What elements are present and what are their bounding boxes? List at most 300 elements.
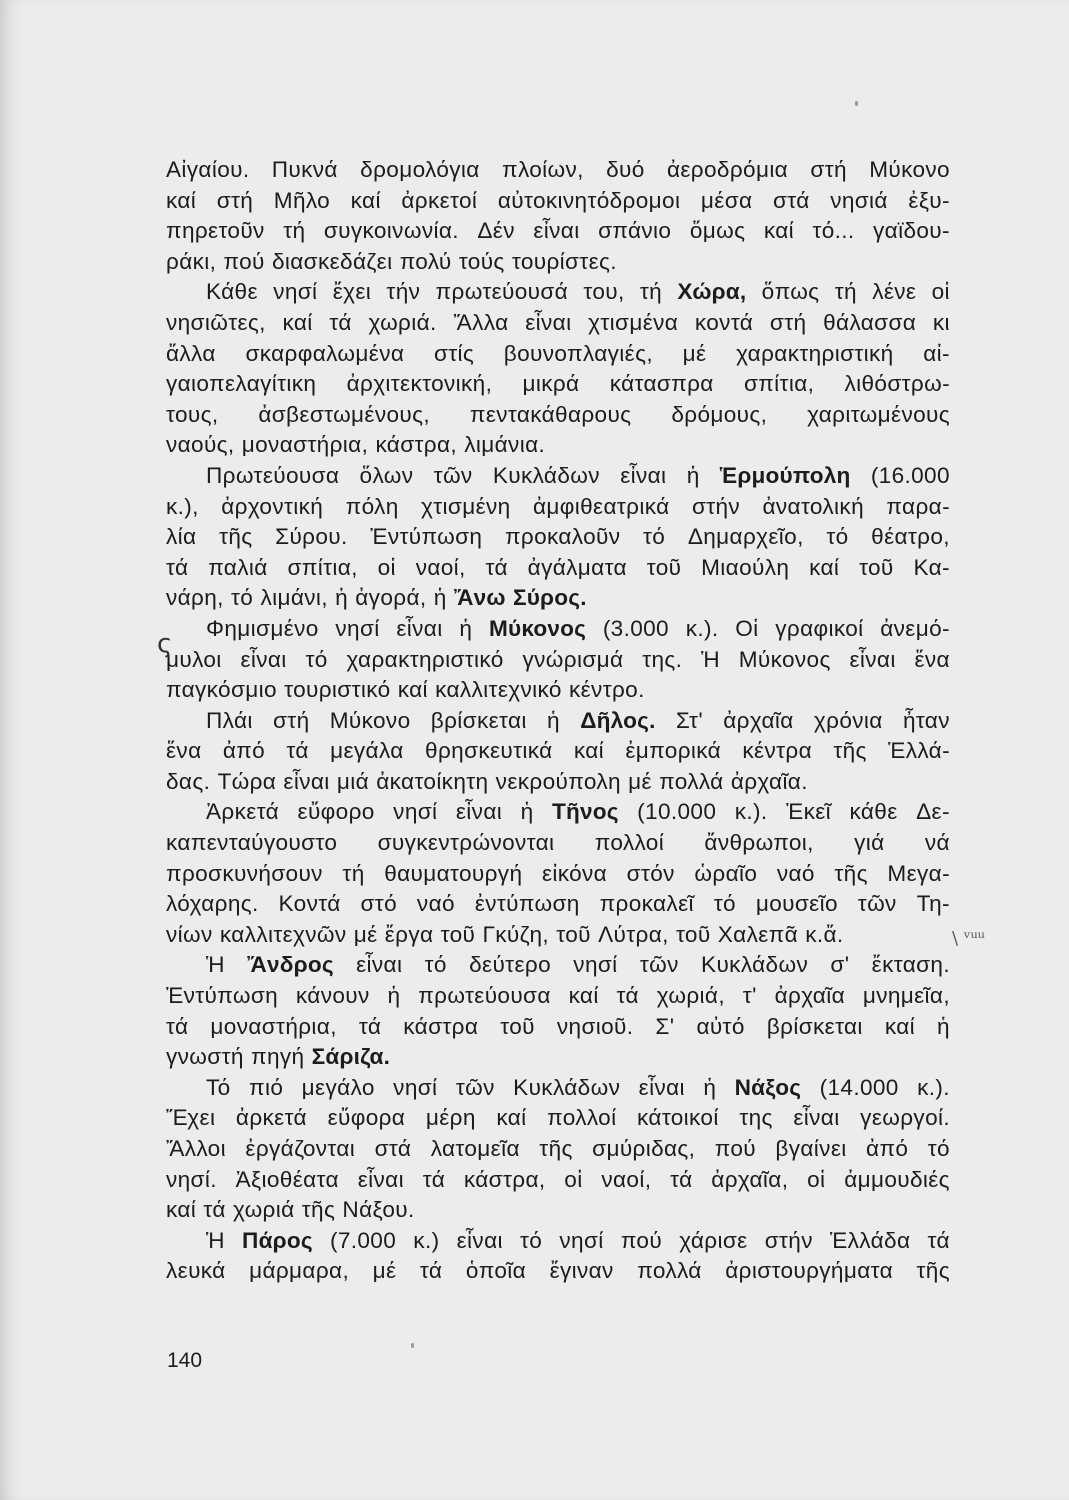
word: ἀσβεστωμένους, [258, 401, 430, 427]
word: γιά [854, 830, 885, 856]
word: τουριστικό [284, 677, 391, 703]
word: εἶναι [793, 1105, 840, 1131]
word: (14.000 [819, 1074, 899, 1100]
word: στήν [764, 1227, 813, 1253]
word: μεγάλο [301, 1074, 375, 1100]
word: τά [485, 554, 508, 580]
word: καπενταύγουστο [166, 830, 338, 856]
word: μοναστήρια, [241, 432, 369, 458]
word: καλλιτεχνῶν [219, 921, 347, 947]
word: (7.000 [329, 1227, 397, 1253]
text-line [166, 186, 950, 217]
word: τούς [458, 248, 505, 274]
word: Αἰγαίου. [166, 157, 250, 182]
word: εἶναι [849, 646, 896, 672]
word: νησί [273, 279, 318, 305]
word: πεντακάθαρους [469, 401, 632, 427]
word: Νάξου. [342, 1197, 415, 1223]
word: πλοίων, [502, 157, 584, 182]
word: ἐξυ- [908, 187, 950, 213]
word: δρόμους, [671, 401, 768, 427]
word: χαρακτηριστική [736, 340, 894, 366]
word: τήν [386, 279, 421, 305]
text-line [166, 1195, 950, 1226]
word: πόλη [345, 493, 399, 519]
text-line [166, 706, 950, 737]
word: πηγή [251, 1044, 305, 1070]
word: κι [932, 309, 950, 335]
word: οἱ [564, 1166, 583, 1192]
word: ὅπως [761, 279, 820, 305]
word: κ.). [917, 1074, 950, 1100]
word: σπάνιο [598, 218, 672, 244]
word: τά [670, 1166, 693, 1192]
word: τοῦ [675, 921, 711, 947]
word: ὁποῖα [465, 1258, 527, 1284]
word: Μῆλο [273, 187, 331, 213]
word: μάρμαρα, [249, 1258, 350, 1284]
word: τό [305, 646, 328, 672]
bold-word: Μύκονος [488, 615, 587, 641]
text-line [166, 614, 950, 645]
word: χαρακτηριστικό [346, 646, 504, 672]
word: Ἐκεῖ [785, 799, 832, 825]
word: (3.000 [602, 615, 669, 641]
word: ἡ [703, 1074, 717, 1100]
word: διασκεδάζει [271, 248, 393, 274]
word: εἶναι [456, 1227, 503, 1253]
word: ὅλων [359, 462, 414, 488]
bold-word: Δῆλος. [580, 707, 656, 733]
word: στά [772, 187, 810, 213]
word: κάθε [849, 799, 898, 825]
word: ὡραῖο [694, 860, 758, 886]
word: τή [342, 860, 365, 886]
word: Γκύζη, [482, 921, 550, 947]
word: τή [834, 279, 857, 305]
word: πού [223, 248, 265, 274]
word: ἔκταση. [871, 952, 950, 978]
word: τό... [812, 218, 855, 244]
word: τό [424, 952, 447, 978]
word: κέντρο. [568, 677, 645, 703]
text-line [166, 859, 950, 890]
word: στήν [691, 493, 741, 519]
word: σκαρφαλωμένα [245, 340, 405, 366]
word: μοναστήρια, [210, 1013, 337, 1039]
word: κ.) [413, 1227, 440, 1253]
text-line [166, 981, 950, 1012]
word: Στ' [675, 707, 703, 733]
word: Τό [206, 1074, 231, 1100]
word: παρα- [886, 493, 950, 519]
word: Κυκλάδων [513, 1074, 621, 1100]
word: τά [422, 1166, 446, 1192]
word: πιό [249, 1074, 284, 1100]
word: εἶναι [525, 309, 572, 335]
word: Χαλεπᾶ [717, 921, 799, 947]
word: στό [360, 891, 398, 917]
word: σμύριδας, [592, 1136, 696, 1161]
word: Μιαούλη [701, 554, 790, 580]
word: κ.). [685, 615, 719, 641]
word: Φημισμένο [206, 615, 319, 641]
word: τῆς [219, 524, 253, 550]
word: πρωτεύουσά [435, 279, 569, 305]
word: κάνουν [295, 983, 370, 1009]
word: μιά [336, 768, 370, 794]
word: καλλιτεχνικό [435, 677, 562, 703]
word: στά [374, 1136, 412, 1161]
word: τοῦ [859, 554, 894, 580]
word: εἶναι [240, 646, 287, 672]
word: καί [397, 677, 428, 703]
word: Κυκλάδων [701, 952, 809, 978]
word: ἡ [937, 1013, 950, 1039]
word: ἀγορά, [355, 585, 427, 611]
word: τοῦ [646, 554, 682, 580]
text-line [166, 767, 950, 798]
word: τῶν [433, 462, 473, 488]
word: Οἱ [735, 615, 759, 641]
word: λόχαρης. [166, 891, 259, 917]
bold-word: Τῆνος [551, 799, 619, 825]
word: ἀπό [866, 1136, 909, 1161]
word: (10.000 [637, 799, 717, 825]
word: πού [714, 1136, 756, 1161]
word: της. [642, 646, 683, 672]
word: ἐργάζονται [245, 1136, 356, 1161]
word: λένε [872, 279, 917, 305]
text-line [166, 736, 950, 767]
word: οἱ [931, 279, 950, 305]
word: Κυκλάδων [492, 462, 600, 488]
bold-word: Νάξος [734, 1074, 802, 1100]
word: καί [166, 1197, 197, 1223]
word: Ἀρκετά [206, 799, 280, 825]
word: κάστρα, [463, 1166, 546, 1192]
word: ἀπό [222, 738, 266, 764]
bold-word: Ἄνω [453, 585, 506, 611]
text-line [166, 797, 950, 828]
text-line [166, 308, 950, 339]
word: τά [203, 1197, 226, 1223]
word: παλιά [208, 554, 268, 580]
word: μεγάλα [330, 738, 404, 764]
page-number: 140 [167, 1349, 203, 1372]
word: μουσεῖο [755, 891, 838, 917]
word: Κα- [913, 554, 950, 580]
word: προσκυνήσουν [166, 860, 323, 886]
word: εἶναι [283, 768, 330, 794]
text-line [166, 889, 950, 920]
word: ἀνατολική [762, 493, 864, 519]
word: νησιοῦ. [556, 1013, 634, 1039]
word: ἀρχαῖα [774, 983, 845, 1009]
word: Μύκονο [329, 707, 411, 733]
word: πολλοί [547, 1105, 617, 1131]
text-line [166, 920, 950, 951]
text-line [166, 400, 950, 431]
word: τά [166, 554, 189, 580]
word: ἀρχιτεκτονική, [346, 371, 493, 397]
word: στή [769, 309, 807, 335]
word: σπίτια, [743, 371, 815, 397]
text-line [166, 339, 950, 370]
word: Ἑλλά- [888, 738, 950, 764]
word: ἀμμουδιές [844, 1166, 950, 1192]
word: στόν [626, 860, 675, 886]
word: νησί. [166, 1166, 217, 1192]
word: τά [329, 309, 352, 335]
word: Κοντά [278, 891, 341, 917]
word: μέσα [700, 187, 753, 213]
word: νεκρούπολη [495, 768, 621, 794]
word: νησί [335, 615, 380, 641]
margin-handwritten-mark: ς [157, 629, 173, 659]
word: τή [283, 218, 306, 244]
word: ἄλλα [166, 340, 216, 366]
word: Ἡ [206, 1227, 225, 1253]
text-line [166, 522, 950, 553]
text-line [166, 828, 950, 859]
word: γραφικοί [775, 615, 864, 641]
word: καί [568, 983, 599, 1009]
word: τοῦ [500, 1013, 535, 1039]
word: τό [231, 585, 254, 611]
word: ἡ [686, 462, 700, 488]
text-line [166, 1226, 950, 1257]
word: ναό [416, 891, 455, 917]
word: νησί [559, 1227, 604, 1253]
word: ἔχει [332, 279, 372, 305]
word: λευκά [166, 1258, 226, 1284]
word: ἀρχαῖα. [730, 768, 808, 794]
word: στή [273, 707, 310, 733]
word: μνημεῖα, [862, 983, 950, 1009]
word: ἀμφιθεατρικά [532, 493, 670, 519]
word: τοῦ [556, 921, 591, 947]
word: αἰ- [923, 340, 950, 366]
word: συγκεντρώνονται [377, 830, 555, 856]
word: προκαλοῦν [504, 524, 621, 550]
word: θέατρο, [871, 524, 950, 550]
text-line [166, 216, 950, 247]
word: πολύ [399, 248, 452, 274]
text-line [166, 369, 950, 400]
word: ἡ [459, 615, 473, 641]
word: πηρετοῦν [166, 218, 265, 244]
speck [411, 1343, 414, 1348]
word: εἶναι [638, 1074, 685, 1100]
text-line [166, 247, 950, 278]
margin-scribble: \ ᵛᵘᵘ [952, 928, 985, 949]
word: Ἐντύπωση [370, 524, 483, 550]
word: δρομολόγια [360, 157, 480, 182]
word: ἀρχοντική [221, 493, 324, 519]
word: ἡ [547, 707, 560, 733]
word: πολλά [659, 768, 724, 794]
word: Δε- [916, 799, 950, 825]
bold-word: Πάρος [242, 1227, 313, 1253]
word: Λύτρα, [598, 921, 669, 947]
word: πού [620, 1227, 663, 1253]
word: δυό [606, 157, 645, 182]
text-line [166, 1012, 950, 1043]
word: Ἑλλάδα [830, 1227, 911, 1253]
text-line [166, 553, 950, 584]
word: τῶν [455, 1074, 495, 1100]
word: κέντρα [742, 738, 812, 764]
word: πρωτεύουσα [418, 983, 551, 1009]
word: γαϊδου- [873, 218, 950, 244]
word: νά [924, 830, 950, 856]
bold-word: Χώρα, [677, 279, 747, 305]
word: ἀρχαῖα [723, 707, 794, 733]
word: ἀεροδρόμια [666, 157, 789, 182]
word: τά [286, 738, 309, 764]
word: νίων [166, 921, 213, 947]
word: βουνοπλαγιές, [503, 340, 653, 366]
word: τουρίστες. [511, 248, 617, 274]
word: Ἡ [206, 952, 225, 978]
word: χτισμένη [421, 493, 511, 519]
text-line [166, 1103, 950, 1134]
word: ναοί, [601, 1166, 652, 1192]
word: στή [216, 187, 254, 213]
word: νησιά [830, 187, 888, 213]
word: αὐτοκινητόδρομοι [497, 187, 681, 213]
word: κάστρα [403, 1013, 479, 1039]
word: λία [166, 524, 197, 550]
word: γαιοπελαγίτικη [166, 371, 317, 397]
word: νησί [573, 952, 618, 978]
word: καί [350, 187, 381, 213]
word: εἶναι [396, 615, 443, 641]
word: ἀνεμό- [880, 615, 950, 641]
word: του, [583, 279, 625, 305]
word: τῶν [857, 891, 897, 917]
word: τό [520, 1227, 543, 1253]
word: βρίσκεται [766, 1013, 863, 1039]
text-line [166, 1134, 950, 1165]
word: Κάθε [206, 279, 258, 305]
word: εἶναι [455, 799, 503, 825]
word: Πλάι [206, 707, 253, 733]
word: Ἀξιοθέατα [235, 1166, 339, 1192]
word: ὅμως [689, 218, 746, 244]
text-line [166, 583, 950, 614]
word: προκαλεῖ [599, 891, 694, 917]
word: τά [419, 1258, 443, 1284]
word: τό [713, 891, 736, 917]
word: τά [927, 1227, 950, 1253]
word: ἀκατοίκητη [376, 768, 489, 794]
word: Μεγα- [887, 860, 950, 886]
word: χαριτωμένους [807, 401, 950, 427]
word: ἡ [387, 983, 401, 1009]
word: Ἄλλα [453, 309, 509, 335]
word: χρόνια [813, 707, 883, 733]
word: εἰκόνα [541, 860, 608, 886]
word: τό [927, 1136, 950, 1161]
word: Σύρου. [275, 524, 348, 550]
word: χτισμένα [588, 309, 679, 335]
word: γνώρισμά [522, 646, 624, 672]
word: ναοί, [415, 554, 466, 580]
word: Ἐντύπωση [166, 983, 279, 1009]
word: τοῦ [440, 921, 476, 947]
word: νησιῶτες, [166, 309, 266, 335]
word: νάρη, [166, 585, 224, 611]
text-line [166, 1073, 950, 1104]
word: της [739, 1105, 773, 1131]
bold-word: Σύρος. [512, 585, 587, 611]
word: (16.000 [870, 462, 950, 488]
word: γεωργοί. [860, 1105, 950, 1131]
word: Τη- [916, 891, 950, 917]
body-text [166, 155, 950, 1287]
word: γνωστή [166, 1044, 244, 1070]
word: Ἔχει [166, 1105, 216, 1131]
word: καί [166, 187, 197, 213]
word: Ἄλλοι [166, 1136, 226, 1161]
word: στίς [433, 340, 475, 366]
word: τά [616, 983, 639, 1009]
text-line [166, 1165, 950, 1196]
word: ἦταν [902, 707, 950, 733]
word: εὔφορα [327, 1105, 406, 1131]
text-line [166, 1042, 950, 1073]
word: Πρωτεύουσα [206, 462, 340, 488]
word: τά [358, 1013, 382, 1039]
text-line [166, 277, 950, 308]
word: θάλασσα [823, 309, 917, 335]
word: εἶναι [357, 1166, 404, 1192]
word: τῆς [916, 1258, 950, 1284]
bold-word: Ἄνδρος [247, 952, 334, 978]
bold-word: Ἑρμούπολη [719, 462, 851, 488]
word: οἱ [807, 1166, 826, 1192]
word: κάτασπρα [609, 371, 714, 397]
text-line [166, 645, 950, 676]
word: χωριά. [368, 309, 437, 335]
word: ναούς, [166, 432, 235, 458]
text-line [166, 1256, 950, 1287]
word: ἡ [433, 585, 447, 611]
word: ναό [776, 860, 815, 886]
word: τά [166, 1013, 189, 1039]
word: ἐμπορικά [625, 738, 722, 764]
word: εἶναι [356, 952, 403, 978]
word: καί [763, 218, 794, 244]
word: ἡ [335, 585, 349, 611]
word: βγαίνει [775, 1136, 847, 1161]
word: κάστρα, [375, 432, 458, 458]
word: Δέν [477, 218, 515, 244]
word: τῆς [539, 1136, 573, 1161]
word: ἕνα [914, 646, 950, 672]
word: βρίσκεται [430, 707, 527, 733]
word: ἡ [520, 799, 534, 825]
word: θαυματουργή [384, 860, 523, 886]
word: τῆς [301, 1197, 336, 1223]
word: ἀρκετά [235, 1105, 307, 1131]
word: σ' [830, 952, 850, 978]
word: λατομεῖα [430, 1136, 520, 1161]
word: ράκι, [166, 248, 217, 274]
word: Ἡ [701, 646, 720, 672]
